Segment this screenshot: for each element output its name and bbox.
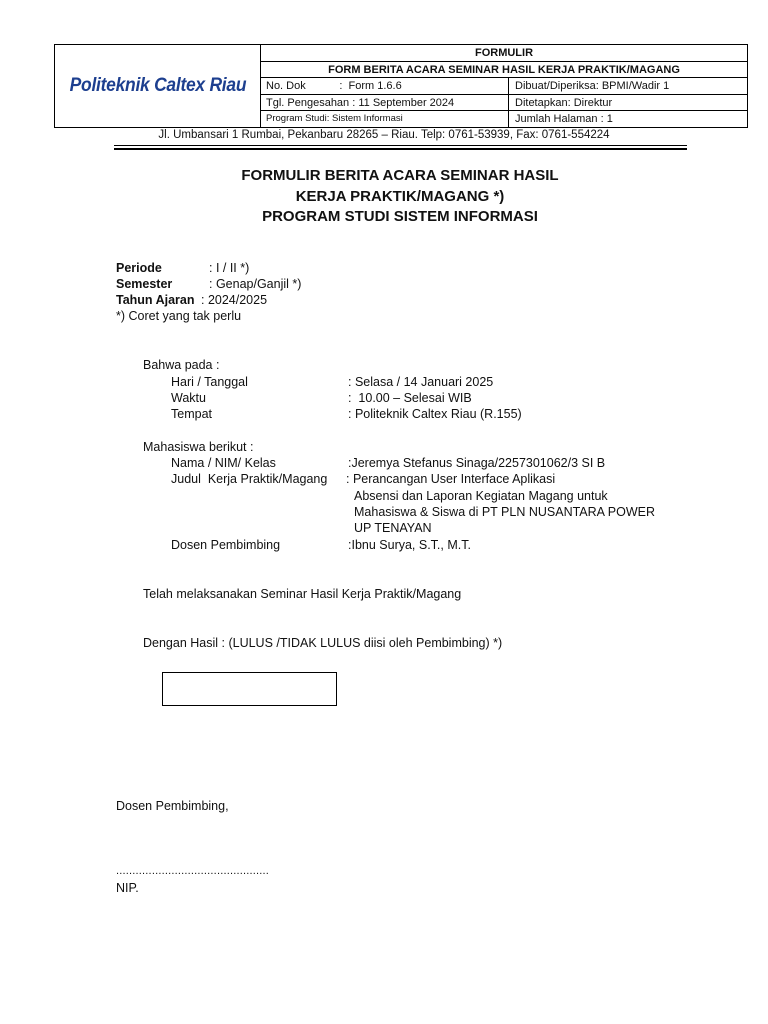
institution-address: Jl. Umbansari 1 Rumbai, Pekanbaru 28265 – Riau. Telp: 0761-53939, Fax: 0761-554224 [158,129,610,141]
statement-text: Telah melaksanakan Seminar Hasil Kerja Praktik/Magang [143,587,462,601]
header-row-program [261,111,747,127]
tempat-label: Tempat [171,407,212,421]
judul-line-3: Mahasiswa & Siswa di PT PLN NUSANTARA POWER [354,505,656,519]
program-studi: Program Studi: Sistem Informasi [261,111,509,127]
signature-line: ............................................... [116,865,270,877]
jumlah-halaman: Jumlah Halaman : 1 [515,113,613,125]
title-line-2: KERJA PRAKTIK/MAGANG *) [295,187,505,205]
hari-value: : Selasa / 14 Januari 2025 [348,375,494,389]
nip-label: NIP. [116,881,139,895]
nama-value: :Jeremya Stefanus Sinaga/2257301062/3 SI B [348,456,606,470]
waktu-label: Waktu [171,391,206,405]
header-divider-thick [114,148,687,150]
periode-value: : I / II *) [209,261,250,275]
periode-label: Periode [116,261,162,275]
title-line-3: PROGRAM STUDI SISTEM INFORMASI [262,208,538,225]
no-dok: No. Dok : Form 1.6.6 [261,78,509,94]
dibuat-diperiksa: Dibuat/Diperiksa: BPMI/Wadir 1 [515,80,670,92]
title-line-1: FORMULIR BERITA ACARA SEMINAR HASIL [241,167,559,184]
waktu-value: : 10.00 – Selesai WIB [348,391,472,405]
formulir-label: FORMULIR [474,47,534,59]
ditetapkan: Ditetapkan: Direktur [515,96,613,109]
document-title [0,166,768,228]
header-row-doc [261,78,747,95]
form-title: FORM BERITA ACARA SEMINAR HASIL KERJA PRAKTIK/MAGANG [328,63,680,76]
semester-label: Semester [116,277,173,291]
bahwa-pada: Bahwa pada : [143,358,220,372]
mahasiswa-berikut: Mahasiswa berikut : [143,440,254,454]
tgl-pengesahan: Tgl. Pengesahan : 11 September 2024 [261,95,509,111]
hari-label: Hari / Tanggal [171,375,248,389]
judul-line-4: UP TENAYAN [354,521,432,535]
dosen-value: :Ibnu Surya, S.T., M.T. [348,538,471,552]
tahun-ajaran-value: : 2024/2025 [201,293,268,307]
tahun-ajaran-label: Tahun Ajaran [116,293,195,307]
institution-logo: Politeknik Caltex Riau [69,75,246,96]
header-row-date [261,95,747,112]
header-info [261,45,747,127]
semester-value: : Genap/Ganjil *) [209,277,302,291]
tempat-value: : Politeknik Caltex Riau (R.155) [348,407,522,421]
hasil-text: Dengan Hasil : (LULUS /TIDAK LULUS diisi oleh Pembimbing) *) [143,636,503,650]
header-row-formulir [261,45,747,62]
document-header-table [54,44,748,128]
signature-label: Dosen Pembimbing, [116,799,229,813]
header-row-form-title [261,62,747,79]
coret-note: *) Coret yang tak perlu [116,309,242,323]
nama-label: Nama / NIM/ Kelas [171,456,276,470]
judul-line-2: Absensi dan Laporan Kegiatan Magang untuk [354,489,608,503]
header-divider-thin [114,145,687,146]
logo-cell [55,45,261,127]
dosen-label: Dosen Pembimbing [171,538,281,552]
judul-label: Judul Kerja Praktik/Magang [171,472,328,486]
result-box[interactable] [162,672,337,706]
judul-line-1: : Perancangan User Interface Aplikasi [346,472,556,486]
